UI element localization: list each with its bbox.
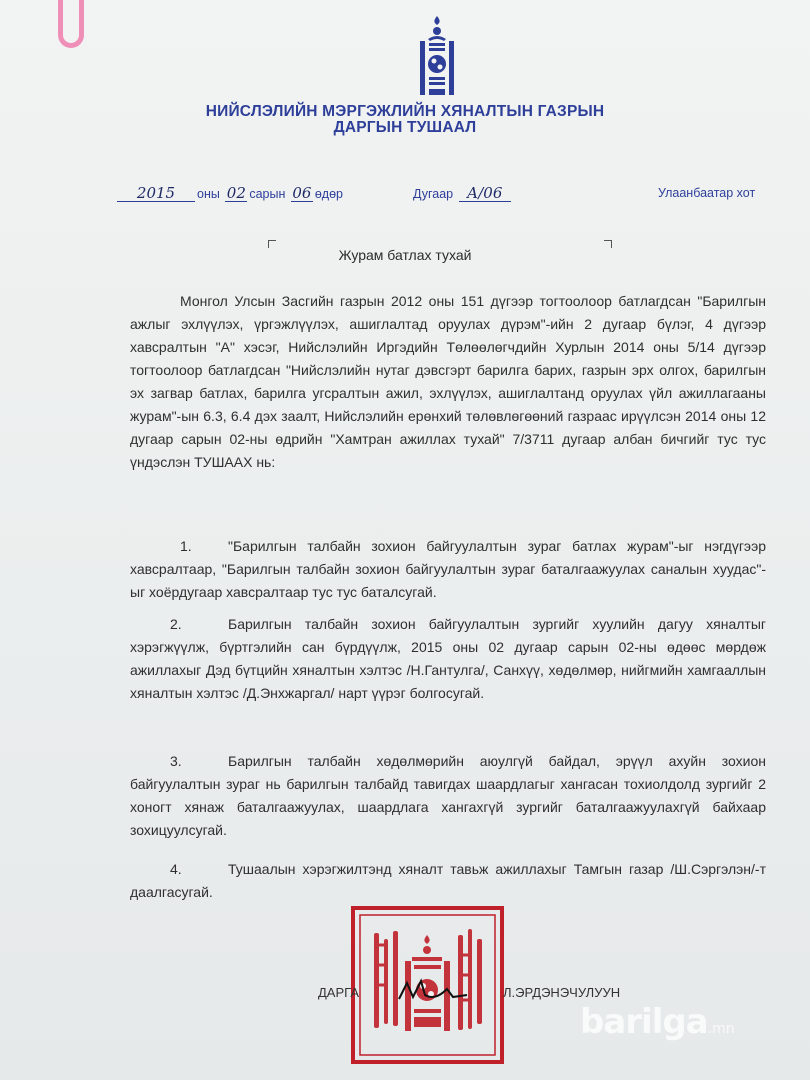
item-text: Тушаалын хэрэгжилтэнд хяналт тавьж ажиллахыг Тамгын газар /Ш.Сэргэлэн/-т даалгасугай. — [130, 861, 766, 900]
order-date — [115, 186, 343, 202]
order-item-4 — [130, 858, 766, 904]
date-month-suffix: сарын — [249, 187, 286, 201]
order-item-3 — [130, 750, 766, 842]
item-number: 4. — [170, 861, 182, 877]
org-title-line1: НИЙСЛЭЛИЙН МЭРГЭЖЛИЙН ХЯНАЛТЫН ГАЗРЫН — [205, 103, 605, 120]
soyombo-emblem-icon — [415, 14, 459, 98]
item-text: Барилгын талбайн зохион байгуулалтын зургийг хуулийн дагуу хяналтыг хэрэгжүүлж, бүртгэлийн сан бүрдүүлж, 2015 оны 02 дугаар сарын 02-ны өдөөс мөрдөж ажиллахыг Дэд бүтцийн хяналтын хэлтэс /Н.Гантулга/, Санхүү, хөдөлмөр, нийгмийн хамгааллын хяналтын хэлтэс /Д.Энхжаргал/ нарт үүрэг болгосугай. — [130, 616, 766, 701]
date-month: 02 — [226, 184, 246, 202]
order-subject: Журам батлах тухай — [338, 247, 472, 263]
org-title-line2: ДАРГЫН ТУШААЛ — [333, 119, 477, 136]
item-text: "Барилгын талбайн зохион байгуулалтын зураг батлах журам"-ыг нэгдүгээр хавсралтаар, "Барилгын талбайн зохион байгуулалтын зураг баталгаажуулах саналын хуудас"-ыг хоёрдугаар хавсралтаар тус тус баталсугай. — [130, 538, 766, 600]
order-number-label: Дугаар — [413, 187, 454, 201]
date-day-suffix: өдөр — [314, 187, 344, 201]
order-number — [413, 186, 513, 202]
item-number: 2. — [170, 616, 182, 632]
intro-paragraph: Монгол Улсын Засгийн газрын 2012 оны 151 дүгээр тогтоолоор батлагдсан "Барилгын ажлыг эхлүүлэх, үргэжлүүлэх, ашиглалтад оруулах дүрэм"-ийн 2 дугаар бүлэг, 4 дүгээр хавсралтын "А" хэсэг, Нийслэлийн Иргэдийн Төлөөлөгчдийн Хурлын 2014 оны 5/14 дүгээр тогтоолоор батлагдсан "Нийслэлийн нутаг дэвсгэрт барилга барих, газрын эрх олгох, барилгын эх загвар батлах, барилга угсралтын ажил, эхлүүлэх, ашиглалтанд оруулах үйл ажиллагааны журам"-ын 6.3, 6.4 дэх заалт, Нийслэлийн ерөнхий төлөвлөгөөний газраас ирүүлсэн 2014 оны 12 дугаар сарын 02-ны өдрийн "Хамтран ажиллах тухай" 7/3711 дугаар албан бичгийг тус тус үндэслэн ТУШААХ нь: — [130, 293, 766, 470]
order-number-value: А/06 — [459, 186, 511, 202]
item-text: Барилгын талбайн хөдөлмөрийн аюулгүй байдал, эрүүл ахуйн зохион байгуулалтын зураг нь барилгын талбайд тавигдах шаардлагыг хангасан тохиолдолд зургийг 2 хоногт хянаж баталгаажуулах, шаардлага хангахгүй зургийг баталгаажуулахгүй байхаар зохицуулсугай. — [130, 753, 766, 838]
date-day: 06 — [292, 184, 312, 202]
city: Улаанбаатар хот — [658, 186, 756, 200]
handwritten-signature — [395, 975, 470, 1005]
item-number: 1. — [180, 538, 192, 554]
site-watermark — [580, 1002, 735, 1042]
item-number: 3. — [170, 753, 182, 769]
date-year: 2015 — [117, 186, 195, 202]
watermark-brand: barilga — [580, 1002, 708, 1042]
order-item-2 — [130, 613, 766, 705]
watermark-suffix: .mn — [707, 1021, 735, 1037]
date-year-suffix: оны — [197, 187, 220, 201]
order-item-1 — [130, 535, 766, 604]
signatory-name: Л.ЭРДЭНЭЧУЛУУН — [503, 985, 621, 1000]
paper-clip — [58, 0, 84, 48]
signatory-title: ДАРГА — [318, 985, 359, 1000]
